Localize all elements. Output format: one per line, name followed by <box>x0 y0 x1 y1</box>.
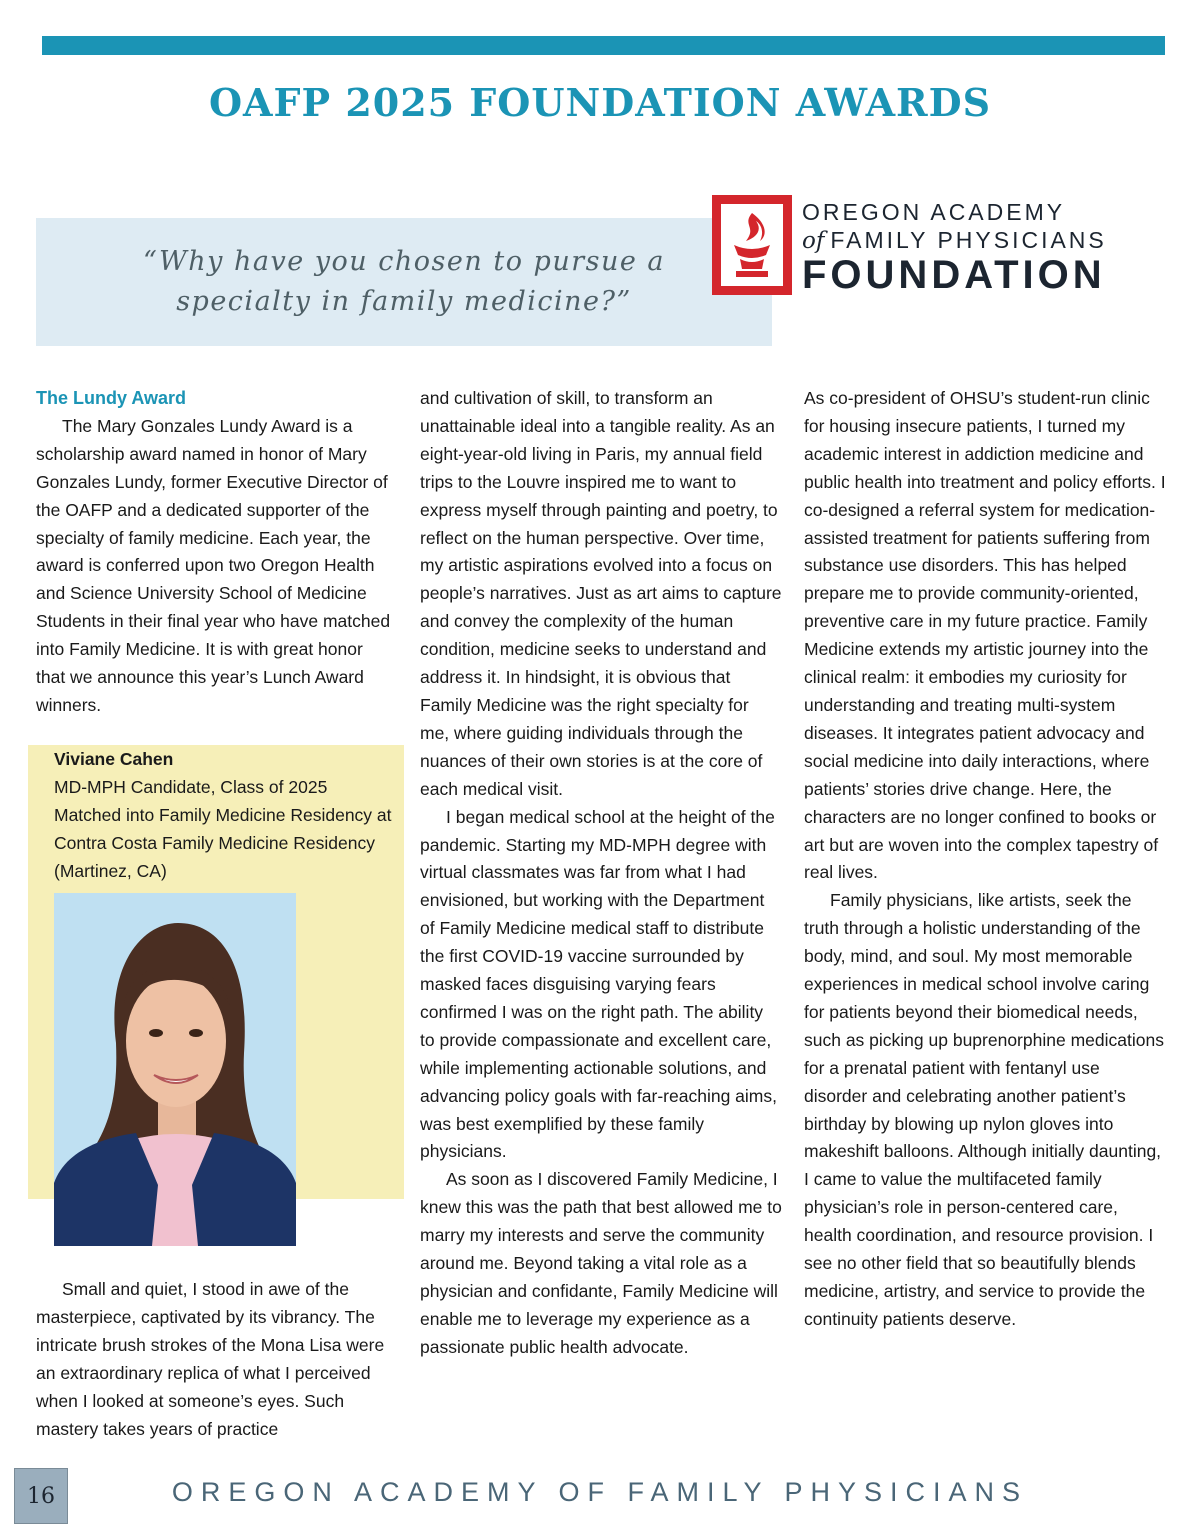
footer-text: OREGON ACADEMY OF FAMILY PHYSICIANS <box>171 1477 1029 1507</box>
torch-icon <box>712 195 792 295</box>
intro-paragraph: The Mary Gonzales Lundy Award is a scholarship award named in honor of Mary Gonzales Lundy, former Executive Director of the OAFP and a dedicated supporter of the specialty of family medicine. Each year, the award is conferred upon two Oregon Health and Science University School of Medicine Students in their final year who have matched into Family Medicine. It is with great honor that we announce this year’s Lunch Award winners. <box>36 415 391 715</box>
oafp-foundation-logo <box>712 195 1132 297</box>
winner-info <box>54 746 394 886</box>
winner-residency: Matched into Family Medicine Residency at Contra Costa Family Medicine Residency (Martinez, CA) <box>54 804 392 881</box>
logo-line2-rest: FAMILY PHYSICIANS <box>830 227 1107 253</box>
pull-quote-box <box>36 218 772 346</box>
column-3 <box>804 385 1166 1334</box>
col2-paragraph-3: As soon as I discovered Family Medicine, I knew this was the path that best allowed me to marry my interests and serve the community around me. Beyond taking a vital role as a physician and confidante, Family Medicine will enable me to leverage my experience as a passionate public health advocate. <box>420 1169 782 1357</box>
col3-paragraph-1: As co-president of OHSU’s student-run clinic for housing insecure patients, I turned my academic interest in addiction medicine and public health into treatment and policy efforts. I co-designed a referral system for medication-assisted treatment for patients suffering from substance use disorders. This has helped prepare me to provide community-oriented, preventive care in my future practice. Family Medicine extends my artistic journey into the clinical realm: it embodies my curiosity for understanding and treating multi-system diseases. It integrates patient advocacy and social medicine into daily interactions, where patients’ stories drive change. Here, the characters are no longer confined to books or art but are woven into the complex tapestry of real lives. <box>804 388 1166 883</box>
logo-text-line3: FOUNDATION <box>802 253 1106 297</box>
logo-text-line1: OREGON ACADEMY <box>802 199 1066 225</box>
column-2 <box>420 385 782 1362</box>
column-1-continued <box>36 1276 396 1443</box>
top-accent-bar <box>42 36 1165 55</box>
page-title: OAFP 2025 FOUNDATION AWARDS <box>208 80 992 125</box>
col3-paragraph-2: Family physicians, like artists, seek the truth through a holistic understanding of the body, mind, and soul. My most memorable experiences in medical school involve caring for patients beyond their biomedical needs, such as picking up buprenorphine medications for a prenatal patient with fentanyl use disorder and celebrating another patient’s birthday by blowing up nylon gloves into makeshift balloons. Although initially daunting, I came to value the multifaceted family physician’s role in person-centered care, health coordination, and resource provision. I see no other field that so beautifully blends medicine, artistry, and service to provide the continuity patients deserve. <box>804 890 1164 1329</box>
col1-tail-paragraph: Small and quiet, I stood in awe of the masterpiece, captivated by its vibrancy. The intricate brush strokes of the Mona Lisa were an extraordinary replica of what I perceived when I looked at someone’s eyes. Such mastery takes years of practice <box>36 1279 385 1439</box>
logo-text-line2 <box>802 227 1107 254</box>
winner-name: Viviane Cahen <box>54 749 174 769</box>
column-1 <box>36 385 396 720</box>
page-number: 16 <box>14 1468 68 1524</box>
winner-photo <box>54 893 296 1246</box>
col2-paragraph-1: and cultivation of skill, to transform an unattainable ideal into a tangible reality. As an eight-year-old living in Paris, my annual field trips to the Louvre inspired me to want to express myself through painting and poetry, to reflect on the human perspective. Over time, my artistic aspirations evolved into a focus on people’s narratives. Just as art aims to capture and convey the complexity of the human condition, medicine seeks to understand and address it. In hindsight, it is obvious that Family Medicine was the right specialty for me, where guiding individuals through the nuances of their own stories is at the core of each medical visit. <box>420 388 782 799</box>
award-heading: The Lundy Award <box>36 388 187 408</box>
pull-quote: “Why have you chosen to pursue a specialty in family medicine?” <box>142 246 666 317</box>
col2-paragraph-2: I began medical school at the height of the pandemic. Starting my MD-MPH degree with virtual classmates was far from what I had envisioned, but working with the Department of Family Medicine medical staff to distribute the first COVID-19 vaccine surrounded by masked faces disguising varying fears confirmed I was on the right path. The ability to provide compassionate and excellent care, while implementing actionable solutions, and advancing policy goals with far-reaching aims, was best exemplified by these family physicians. <box>420 806 777 1162</box>
winner-degree: MD-MPH Candidate, Class of 2025 <box>54 776 328 797</box>
logo-of: of <box>802 228 825 254</box>
